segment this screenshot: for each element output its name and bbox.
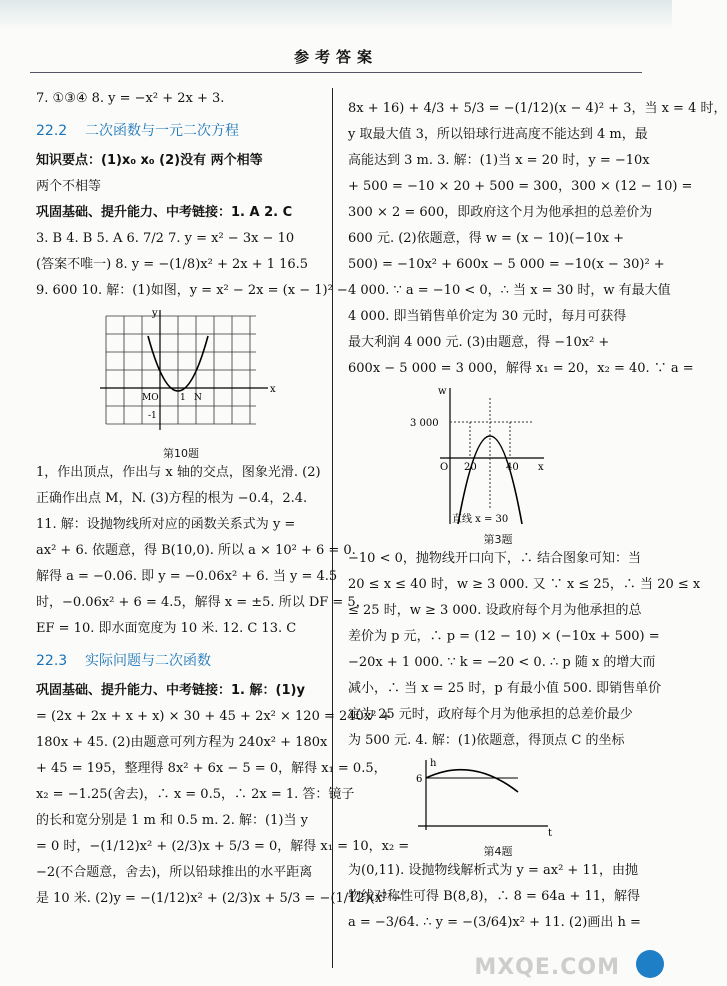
text-line: 定为 25 元时，政府每个月为他承担的总差价最少 (348, 707, 633, 722)
point-label-n: N (194, 393, 202, 403)
page-corner-badge (636, 950, 664, 978)
text-line: 巩固基础、提升能力、中考链接：1. 解：(1)y (36, 683, 305, 698)
figure-10 (36, 306, 326, 458)
text-line: 20 ≤ x ≤ 40 时，w ≥ 3 000. 又 ∵ x ≤ 25，∴ 当 20 ≤ x (348, 577, 701, 592)
text-line: 两个不相等 (36, 179, 102, 194)
text-line: 是 10 米. (2)y = −(1/12)x² + (2/3)x + 5/3 = −(1/12)(x² − (36, 891, 403, 906)
right-column (348, 96, 727, 936)
text-line: 8x + 16) + 4/3 + 5/3 = −(1/12)(x − 4)² + 3，当 x = 4 时， (348, 101, 727, 116)
tick-label-neg1: -1 (148, 411, 157, 421)
text-line: 9. 600 10. 解：(1)如图，y = x² − 2x = (x − 1)² − (36, 283, 348, 298)
tick-label-20: 20 (464, 462, 477, 473)
top-band (0, 0, 672, 30)
origin-label: O (440, 462, 449, 473)
axis-label-t: t (548, 828, 553, 839)
text-line: 4 000. 即当销售单价定为 30 元时，每月可获得 (348, 309, 627, 324)
section-number: 22.3 (36, 653, 68, 669)
text-line: = 0 时，−(1/12)x² + (2/3)x + 5/3 = 0，解得 x₁ = 10，x₂ = (36, 839, 410, 854)
header-rule (30, 72, 642, 73)
text-line: 4 000. ∵ a = −10 < 0，∴ 当 x = 30 时，w 有最大值 (348, 283, 671, 298)
text-line: x₂ = −1.25(舍去)，∴ x = 0.5，∴ 2x = 1. 答：镜子 (36, 787, 355, 802)
text-line: 180x + 45. (2)由题意可列方程为 240x² + 180x (36, 735, 328, 750)
text-line: 高能达到 3 m. 3. 解：(1)当 x = 20 时，y = −10x (348, 153, 650, 168)
text-line: 1，作出顶点，作出与 x 轴的交点，图象光滑. (2) (36, 465, 321, 480)
text-line: 为 500 元. 4. 解：(1)依题意，得顶点 C 的坐标 (348, 733, 625, 748)
figure-4 (348, 756, 648, 856)
page-header: 参考答案 (293, 48, 378, 66)
text-line: 物线对称性可得 B(8,8)，∴ 8 = 64a + 11，解得 (348, 889, 641, 904)
point-label-m: MO (142, 393, 159, 403)
axis-label-w: w (438, 386, 447, 397)
text-line: 解得 a = −0.06. 即 y = −0.06x² + 6. 当 y = 4.5 (36, 569, 338, 584)
text-line: a = −3/64. ∴ y = −(3/64)x² + 11. (2)画出 h = (348, 915, 641, 930)
axis-label-y: y (152, 308, 158, 319)
text-line: 500) = −10x² + 600x − 5 000 = −10(x − 30)² + (348, 257, 665, 272)
figure-caption: 第3题 (483, 533, 513, 546)
text-line: ≤ 25 时，w ≥ 3 000. 设政府每个月为他承担的总 (348, 603, 642, 618)
tick-label-6: 6 (416, 774, 423, 785)
watermark-text: MXQE.COM (474, 955, 620, 980)
text-line: 最大利润 4 000 元. (3)由题意，得 −10x² + (348, 335, 610, 350)
figure-3-graph (348, 384, 638, 528)
text-line: + 45 = 195，整理得 8x² + 6x − 5 = 0，解得 x₁ = 0.5， (36, 761, 387, 776)
figure-caption: 第4题 (483, 845, 513, 858)
text-line: 减小，∴ 当 x = 25 时，p 有最小值 500. 即销售单价 (348, 681, 662, 696)
axis-label-x: x (270, 384, 276, 395)
text-line: 600 元. (2)依题意，得 w = (x − 10)(−10x + (348, 231, 625, 246)
tick-label-40: 40 (506, 462, 519, 473)
figure-4-graph (348, 756, 638, 840)
text-line: 7. ①③④ 8. y = −x² + 2x + 3. (36, 91, 225, 106)
text-line: 为(0,11). 设抛物线解析式为 y = ax² + 11，由抛 (348, 863, 638, 878)
text-line: 正确作出点 M，N. (3)方程的根为 −0.4，2.4. (36, 491, 308, 506)
text-line: 300 × 2 = 600，即政府这个月为他承担的总差价为 (348, 205, 653, 220)
text-line: −10 < 0，抛物线开口向下，∴ 结合图象可知：当 (348, 551, 641, 566)
text-line: 的长和宽分别是 1 m 和 0.5 m. 2. 解：(1)当 y (36, 813, 308, 828)
symmetry-axis-label: 直线 x = 30 (452, 514, 509, 525)
text-line: (答案不唯一) 8. y = −(1/8)x² + 2x + 1 16.5 (36, 257, 309, 272)
section-heading (36, 118, 326, 144)
text-line: = (2x + 2x + x + x) × 30 + 45 + 2x² × 120 = 240x² + (36, 709, 392, 724)
column-divider (332, 88, 333, 968)
text-line: 差价为 p 元，∴ p = (12 − 10) × (−10x + 500) = (348, 629, 660, 644)
text-line: 11. 解：设抛物线所对应的函数关系式为 y = (36, 517, 296, 532)
tick-label-3000: 3 000 (410, 418, 439, 429)
text-line: EF = 10. 即水面宽度为 10 米. 12. C 13. C (36, 621, 297, 636)
figure-10-graph (36, 306, 326, 442)
axis-label-h: h (430, 758, 437, 769)
section-title: 实际问题与二次函数 (84, 653, 211, 669)
section-number: 22.2 (36, 123, 68, 139)
text-line: 时，−0.06x² + 6 = 4.5，解得 x = ±5. 所以 DF = 5， (36, 595, 369, 610)
section-heading (36, 648, 326, 674)
text-line: 600x − 5 000 = 3 000，解得 x₁ = 20，x₂ = 40. ∵ a = (348, 361, 694, 376)
text-line: ax² + 6. 依题意，得 B(10,0). 所以 a × 10² + 6 = 0. (36, 543, 356, 558)
left-column (36, 86, 410, 912)
text-line: 3. B 4. B 5. A 6. 7/2 7. y = x² − 3x − 10 (36, 231, 295, 246)
text-line: + 500 = −10 × 20 + 500 = 300，300 × (12 − 10) = (348, 179, 693, 194)
text-line: y 取最大值 3，所以铅球行进高度不能达到 4 m，最 (348, 127, 648, 142)
text-line: 知识要点：(1)x₀ x₀ (2)没有 两个相等 (36, 153, 263, 168)
text-line: −20x + 1 000. ∵ k = −20 < 0. ∴ p 随 x 的增大而 (348, 655, 656, 670)
tick-label-1: 1 (180, 393, 186, 403)
text-line: 巩固基础、提升能力、中考链接：1. A 2. C (36, 205, 293, 220)
text-line: −2(不合题意，舍去)，所以铅球推出的水平距离 (36, 865, 313, 880)
figure-caption: 第10题 (163, 447, 199, 460)
figure-3 (348, 384, 648, 544)
axis-label-x: x (538, 462, 544, 473)
section-title: 二次函数与一元二次方程 (84, 123, 239, 139)
